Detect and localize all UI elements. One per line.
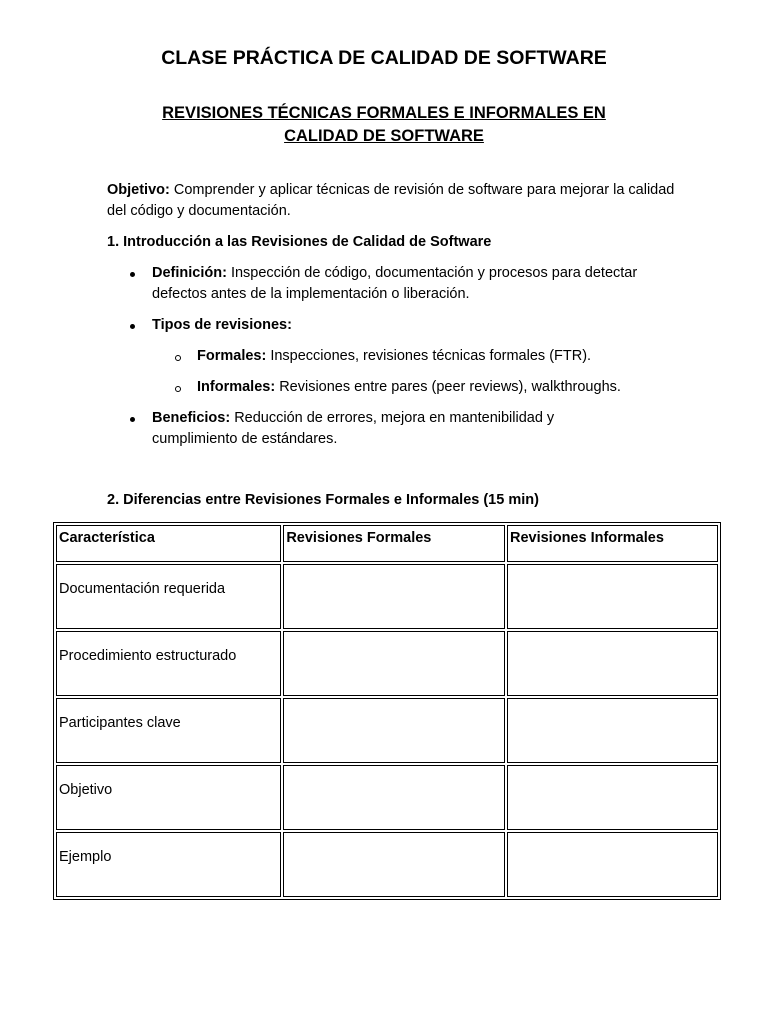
table-header-caracteristica: Característica [56, 525, 281, 562]
hollow-bullet-icon [175, 386, 181, 392]
table-cell-formales[interactable] [283, 564, 505, 629]
item-label: Definición: [152, 265, 227, 281]
table-row [56, 631, 718, 696]
bullet-icon [130, 417, 135, 422]
table-cell-formales[interactable] [283, 631, 505, 696]
page-subtitle: REVISIONES TÉCNICAS FORMALES E INFORMALES EN CALIDAD DE SOFTWARE [162, 104, 606, 145]
table-cell-informales[interactable] [507, 631, 718, 696]
table-cell-informales[interactable] [507, 564, 718, 629]
list-item-tipos [152, 315, 672, 336]
comparison-table [53, 522, 721, 900]
bullet-icon [130, 324, 135, 329]
item-text: Inspección de código, documentación y procesos para detectar defectos antes de la implementación o liberación. [152, 265, 638, 302]
table-row [56, 698, 718, 763]
item-text: Reducción de errores, mejora en mantenibilidad y cumplimiento de estándares. [152, 410, 555, 447]
table-cell-label: Procedimiento estructurado [56, 631, 281, 696]
table-cell-informales[interactable] [507, 698, 718, 763]
page-title: CLASE PRÁCTICA DE CALIDAD DE SOFTWARE [161, 47, 607, 69]
list-item-beneficios [152, 408, 592, 450]
subitem-label: Informales: [197, 379, 276, 395]
subitem-label: Formales: [197, 348, 267, 364]
table-cell-formales[interactable] [283, 765, 505, 830]
section-2-heading: 2. Diferencias entre Revisiones Formales e Informales (15 min) [107, 492, 539, 508]
table-header-informales: Revisiones Informales [507, 525, 718, 562]
objective-label: Objetivo: [107, 182, 170, 198]
table-header-formales: Revisiones Formales [283, 525, 505, 562]
table-cell-label: Documentación requerida [56, 564, 281, 629]
section-1-heading: 1. Introducción a las Revisiones de Calidad de Software [107, 234, 492, 250]
sublist-item-informales [197, 377, 677, 398]
objective-paragraph [107, 180, 677, 222]
table-row [56, 832, 718, 897]
list-item-definicion [152, 263, 672, 305]
hollow-bullet-icon [175, 355, 181, 361]
table-cell-label: Ejemplo [56, 832, 281, 897]
table-row [56, 765, 718, 830]
table-cell-formales[interactable] [283, 832, 505, 897]
subitem-text: Inspecciones, revisiones técnicas formales (FTR). [266, 348, 592, 364]
subitem-text: Revisiones entre pares (peer reviews), walkthroughs. [275, 379, 621, 395]
table-header-row [56, 525, 718, 562]
bullet-icon [130, 272, 135, 277]
table-cell-formales[interactable] [283, 698, 505, 763]
table-cell-label: Participantes clave [56, 698, 281, 763]
item-label: Beneficios: [152, 410, 231, 426]
sublist-item-formales [197, 346, 677, 367]
objective-text: Comprender y aplicar técnicas de revisión de software para mejorar la calidad del código y documentación. [107, 182, 675, 219]
table-cell-label: Objetivo [56, 765, 281, 830]
item-label: Tipos de revisiones: [152, 317, 292, 333]
table-cell-informales[interactable] [507, 765, 718, 830]
table-cell-informales[interactable] [507, 832, 718, 897]
table-row [56, 564, 718, 629]
